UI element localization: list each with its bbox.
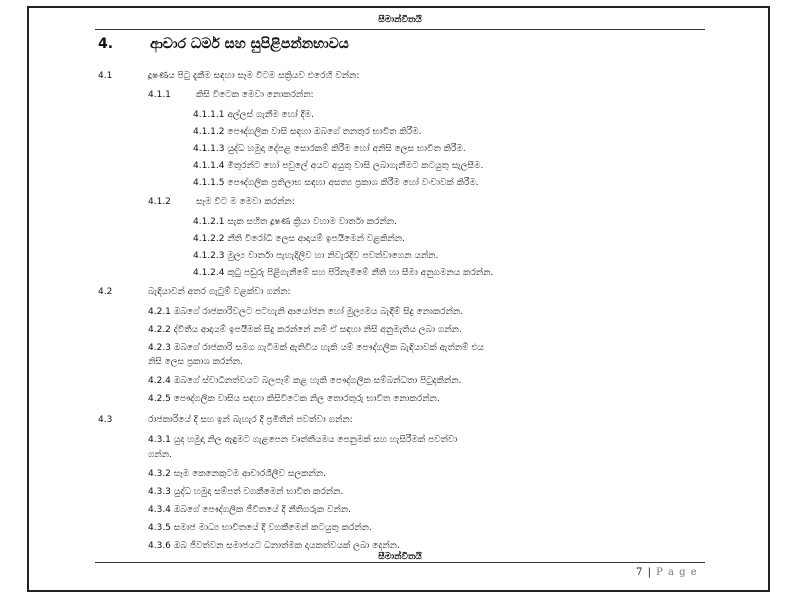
clause-number: 4.2 — [98, 287, 113, 297]
clause-text: බැඳියාවන් අතර ගැටුම් වළක්වා ගන්න: — [148, 287, 291, 297]
classification-footer: සීමාන්විතයි — [378, 552, 422, 562]
list-item: 4.1.2.4 කුටු පඩුරු පිළිගැනීමේ සහ පිරිනැමීමේ නීති හා සීමා අනුගමනය කරන්න. — [193, 268, 494, 278]
page-number-value: 7 — [636, 567, 644, 578]
subclause-text: සෑම විට ම මෙවා කරන්න: — [196, 197, 295, 207]
section-number: 4. — [98, 36, 114, 52]
list-item: 4.3.3 යුද්ධ හමුදා සම්පත් වගකීමෙන් භාවිත කරන්න. — [148, 487, 344, 497]
section-title — [98, 36, 349, 52]
header-divider — [95, 29, 705, 30]
list-item: 4.3.5 සමාජ මාධ්‍ය භාවිතයේ දී වගකීමෙන් කටයුතු කරන්න. — [148, 523, 372, 533]
clause-number: 4.3 — [98, 415, 113, 425]
clause-number: 4.1 — [98, 71, 113, 81]
list-item: නිසි ලෙස ප්‍රකාශ කරන්න. — [148, 357, 243, 367]
subclause-number: 4.1.1 — [148, 90, 171, 100]
subclause-text: කිසි විටෙක මෙවා නොකරන්න: — [196, 90, 314, 100]
list-item: 4.2.2 ද්විතීය ආදායම් ඉපයීමක් සිදු කරන්නේ නම් ඒ සඳහා නිසි අනුමැතිය ලබා ගන්න. — [148, 325, 462, 335]
list-item: 4.1.1.3 යුද්ධ හමුදා දේපළ සොරකම් කිරීම හෝ අනිසි ලෙස භාවිත කිරීම. — [193, 144, 466, 154]
list-item: 4.1.2.1 සැක සහිත දූෂණ ක්‍රියා වහාම වාර්තා කරන්න. — [193, 217, 397, 227]
list-item: 4.3.4 ඔබගේ පෞද්ගලික ජීවිතයේ දී නීතිගරුක වන්න. — [148, 505, 352, 515]
list-item: 4.1.1.1 අල්ලස් ගැනීම හෝ දීම. — [193, 110, 314, 120]
page-label: P a g e — [656, 567, 698, 578]
list-item: ගන්න. — [148, 450, 172, 460]
list-item: 4.2.1 ඔබගේ රාජකාරිවලට පටහැනි ආයෝජන හෝ මුල්‍යමය බැඳීම් සිදු නොකරන්න. — [148, 307, 464, 317]
list-item: 4.1.1.2 පෞද්ගලික වාසි සඳහා ඔබගේ තනතුර භාවිත කිරීම. — [193, 127, 422, 137]
list-item: 4.3.6 ඔබ ජීවත්වන සමාජයට ධනාත්මක දායකත්වයක් ලබා දෙන්න. — [148, 541, 400, 551]
list-item: 4.3.2 සෑම කෙනෙකුටම ආචාරශීලීව සලකන්න. — [148, 469, 326, 479]
list-item: 4.1.2.3 මුල්‍ය වාර්තා පැහැදිලිව හා නිවැරදිව පවත්වාගෙන යන්න. — [193, 251, 439, 261]
subclause-number: 4.1.2 — [148, 197, 171, 207]
list-item: 4.1.2.2 නීති විරෝධී ලෙස ආදායම් ඉපයීමෙන් වළකින්න. — [193, 234, 405, 244]
list-item: 4.2.4 ඔබගේ ස්වාධීනත්වයට බලපෑම් කළ හැකි පෞද්ගලික සම්බන්ධතා පිටුදකින්න. — [148, 376, 462, 386]
list-item: 4.2.5 පෞද්ගලික වාසිය සඳහා කිසිවිටෙක නිල තොරතුරු භාවිත නොකරන්න. — [148, 394, 440, 404]
clause-text: රාජකාරියේ දී සහ ඉන් බැහැර දී ප්‍රමිතීන් පවත්වා ගන්න: — [148, 415, 353, 425]
classification-header: සීමාන්විතයි — [378, 15, 422, 25]
clause-text: දූෂණය පිටු දැකීම සඳහා සෑම විටම සක්‍රියව එරෙහි වන්න: — [148, 71, 360, 81]
footer-divider — [95, 562, 705, 563]
page-border — [27, 6, 770, 592]
page-number — [636, 567, 698, 578]
list-item: 4.1.1.5 පෞද්ගලික ප්‍රතිලාභ සඳහා අසත්‍ය ප්‍රකාශ කිරීම හෝ වංචාවක් කිරීම. — [193, 178, 479, 188]
section-heading: ආචාර ධර්ම සහ සුපිළිපන්නභාවය — [150, 36, 349, 52]
list-item: 4.3.1 යුද හමුදා නිල ඇඳුමට ගැළපෙන වෘත්තීයමය පෙනුමක් සහ හැසිරීමක් පවත්වා — [148, 435, 458, 445]
page-separator: | — [647, 567, 652, 578]
list-item: 4.1.1.4 මිතුරන්ට හෝ පවුලේ අයට අයුතු වාසි ලබාගැනීමට කටයුතු සැලසීම. — [193, 161, 484, 171]
list-item: 4.2.3 ඔබගේ රාජකාරි සමග ගැටීමක් ඇතිවිය හැකි යම් පෞද්ගලික බැඳියාවක් ඇත්නම් එය — [148, 343, 484, 353]
